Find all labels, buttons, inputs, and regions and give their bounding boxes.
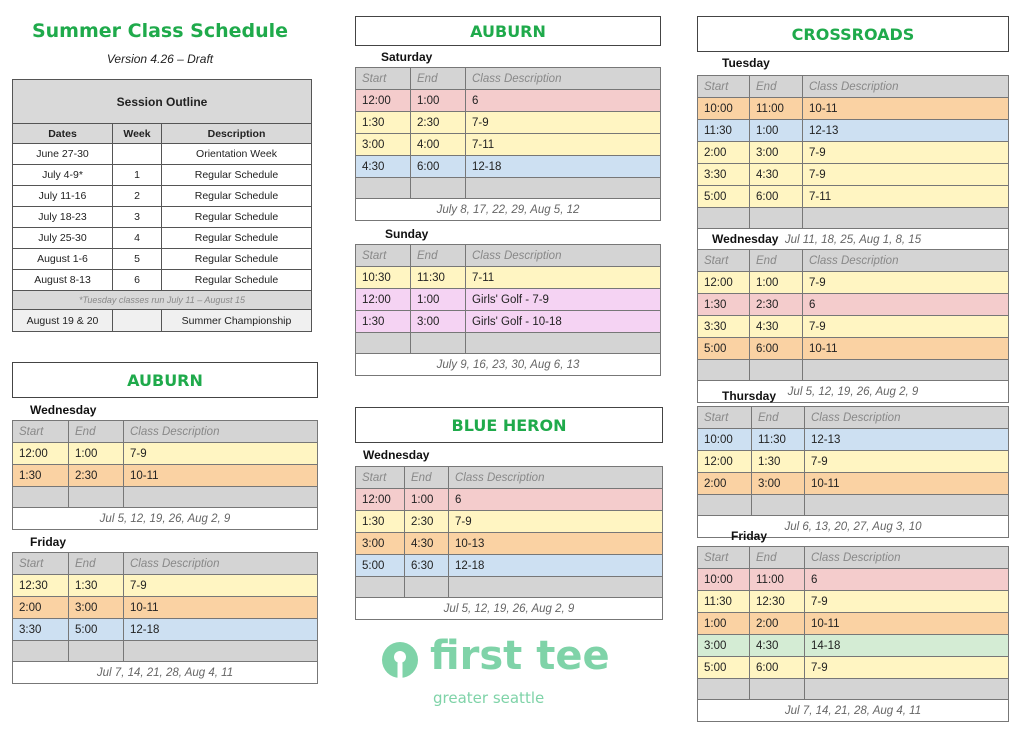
cell-end: 4:30 — [750, 635, 805, 657]
table-row — [698, 142, 1009, 164]
cell-start: 12:00 — [13, 443, 69, 465]
cell-end: 11:30 — [411, 267, 466, 289]
schedule-dates: July 9, 16, 23, 30, Aug 6, 13 — [356, 354, 661, 376]
cell-desc: 7-9 — [124, 575, 318, 597]
cell-end: 4:30 — [405, 533, 449, 555]
cell-end: 1:00 — [405, 489, 449, 511]
cell-desc: Girls' Golf - 10-18 — [466, 311, 661, 333]
version-label: Version 4.26 – Draft — [106, 52, 214, 66]
cell-start: 3:00 — [356, 134, 411, 156]
cell-end: 11:00 — [750, 569, 805, 591]
col-end: End — [411, 68, 466, 90]
cell-desc: Regular Schedule — [162, 270, 312, 291]
logo-wordmark: first tee — [430, 633, 610, 679]
cell-start: 12:00 — [356, 289, 411, 311]
location-crossroads: CROSSROADS — [697, 16, 1009, 52]
cell-desc: Regular Schedule — [162, 249, 312, 270]
cell-desc: 14-18 — [805, 635, 1009, 657]
schedule-blue-heron-wednesday — [355, 466, 663, 620]
cell-start: 5:00 — [698, 338, 750, 360]
outline-note: *Tuesday classes run July 11 – August 15 — [13, 291, 312, 310]
col-start: Start — [698, 76, 750, 98]
cell-desc: Girls' Golf - 7-9 — [466, 289, 661, 311]
session-outline-table — [12, 79, 312, 332]
cell-end: 5:00 — [69, 619, 124, 641]
cell-end: 2:30 — [411, 112, 466, 134]
col-desc: Class Description — [803, 76, 1009, 98]
table-row — [356, 90, 661, 112]
logo-subtitle: greater seattle — [433, 689, 545, 707]
schedule-crossroads-friday — [697, 546, 1009, 722]
col-start: Start — [356, 467, 405, 489]
cell-start: 1:30 — [356, 511, 405, 533]
cell-start: 3:30 — [698, 164, 750, 186]
cell-dates: July 4-9* — [13, 165, 113, 186]
table-row — [13, 249, 312, 270]
cell-dates: August 1-6 — [13, 249, 113, 270]
col-desc: Class Description — [466, 245, 661, 267]
col-description: Description — [162, 124, 312, 144]
cell-start: 4:30 — [356, 156, 411, 178]
cell-end: 3:00 — [411, 311, 466, 333]
col-end: End — [69, 421, 124, 443]
day-label-wednesday: Wednesday — [712, 232, 779, 246]
table-row — [698, 591, 1009, 613]
table-row — [13, 443, 318, 465]
cell-start: 12:00 — [698, 451, 752, 473]
cell-desc: 7-11 — [466, 134, 661, 156]
cell-week: 1 — [113, 165, 162, 186]
schedule-auburn-saturday — [355, 67, 661, 221]
col-end: End — [750, 76, 803, 98]
cell-desc: 10-11 — [805, 613, 1009, 635]
cell-end: 1:00 — [750, 272, 803, 294]
table-row — [698, 164, 1009, 186]
table-row — [698, 613, 1009, 635]
col-start: Start — [13, 421, 69, 443]
cell-start: 3:00 — [698, 635, 750, 657]
table-row — [356, 511, 663, 533]
cell-desc: 12-18 — [466, 156, 661, 178]
schedule-dates: Jul 6, 13, 20, 27, Aug 3, 10 — [698, 516, 1009, 538]
cell-desc: 7-11 — [803, 186, 1009, 208]
table-row — [698, 338, 1009, 360]
cell-desc: Orientation Week — [162, 144, 312, 165]
table-row — [356, 112, 661, 134]
table-row — [356, 134, 661, 156]
schedule-auburn-friday — [12, 552, 318, 684]
cell-desc: Summer Championship — [162, 310, 312, 332]
cell-end: 4:30 — [750, 316, 803, 338]
cell-start: 5:00 — [356, 555, 405, 577]
cell-start: 3:00 — [356, 533, 405, 555]
col-end: End — [752, 407, 805, 429]
cell-end: 1:30 — [69, 575, 124, 597]
cell-end: 4:00 — [411, 134, 466, 156]
table-row — [698, 186, 1009, 208]
table-row — [356, 489, 663, 511]
col-end: End — [750, 547, 805, 569]
cell-end: 3:00 — [750, 142, 803, 164]
cell-end: 2:30 — [69, 465, 124, 487]
schedule-dates: Jul 5, 12, 19, 26, Aug 2, 9 — [698, 381, 1009, 403]
cell-start: 2:00 — [13, 597, 69, 619]
col-start: Start — [356, 245, 411, 267]
first-tee-logo-icon — [378, 640, 422, 686]
table-row — [356, 533, 663, 555]
schedule-crossroads-wednesday — [697, 249, 1009, 403]
cell-desc: 10-11 — [803, 338, 1009, 360]
cell-start: 12:00 — [698, 272, 750, 294]
table-row — [356, 311, 661, 333]
cell-start: 10:00 — [698, 429, 752, 451]
day-label-friday: Friday — [30, 535, 67, 549]
cell-start: 10:00 — [698, 98, 750, 120]
col-dates: Dates — [13, 124, 113, 144]
cell-week — [113, 310, 162, 332]
cell-end: 2:00 — [750, 613, 805, 635]
table-row — [13, 597, 318, 619]
cell-end: 11:30 — [752, 429, 805, 451]
col-desc: Class Description — [805, 547, 1009, 569]
cell-desc: 12-18 — [449, 555, 663, 577]
col-start: Start — [698, 547, 750, 569]
cell-desc: 7-9 — [803, 316, 1009, 338]
table-row — [698, 473, 1009, 495]
col-end: End — [405, 467, 449, 489]
cell-end: 6:00 — [750, 657, 805, 679]
cell-start: 12:00 — [356, 489, 405, 511]
cell-end: 3:00 — [752, 473, 805, 495]
col-desc: Class Description — [124, 421, 318, 443]
cell-desc: 12-13 — [805, 429, 1009, 451]
col-desc: Class Description — [124, 553, 318, 575]
cell-desc: 7-9 — [805, 591, 1009, 613]
session-outline-caption: Session Outline — [13, 80, 312, 124]
table-row — [698, 569, 1009, 591]
cell-desc: 10-11 — [124, 465, 318, 487]
table-row — [698, 429, 1009, 451]
table-row — [356, 289, 661, 311]
cell-start: 1:30 — [356, 112, 411, 134]
cell-start: 1:00 — [698, 613, 750, 635]
cell-start: 1:30 — [356, 311, 411, 333]
table-row — [698, 657, 1009, 679]
table-row — [13, 144, 312, 165]
cell-end: 1:00 — [750, 120, 803, 142]
day-label-friday: Friday — [731, 529, 768, 543]
col-week: Week — [113, 124, 162, 144]
cell-end: 1:30 — [752, 451, 805, 473]
col-end: End — [411, 245, 466, 267]
cell-desc: 12-13 — [803, 120, 1009, 142]
cell-week — [113, 144, 162, 165]
location-auburn-mid: AUBURN — [355, 16, 661, 46]
table-row — [356, 555, 663, 577]
cell-start: 11:30 — [698, 120, 750, 142]
table-row — [356, 156, 661, 178]
table-row — [698, 316, 1009, 338]
cell-dates: August 19 & 20 — [13, 310, 113, 332]
cell-desc: 7-11 — [466, 267, 661, 289]
cell-desc: 7-9 — [449, 511, 663, 533]
cell-end: 6:00 — [411, 156, 466, 178]
cell-start: 10:00 — [698, 569, 750, 591]
table-row — [698, 635, 1009, 657]
cell-week: 2 — [113, 186, 162, 207]
cell-desc: 7-9 — [805, 657, 1009, 679]
schedule-auburn-sunday — [355, 244, 661, 376]
table-row — [698, 451, 1009, 473]
schedule-dates: Jul 5, 12, 19, 26, Aug 2, 9 — [356, 598, 663, 620]
cell-desc: 6 — [466, 90, 661, 112]
table-row — [13, 619, 318, 641]
col-desc: Class Description — [803, 250, 1009, 272]
cell-dates: July 18-23 — [13, 207, 113, 228]
cell-start: 12:00 — [356, 90, 411, 112]
col-end: End — [750, 250, 803, 272]
day-label-thursday: Thursday — [722, 389, 777, 403]
table-row — [698, 98, 1009, 120]
cell-start: 3:30 — [13, 619, 69, 641]
cell-desc: 6 — [803, 294, 1009, 316]
table-row — [356, 267, 661, 289]
cell-start: 2:00 — [698, 473, 752, 495]
cell-end: 2:30 — [750, 294, 803, 316]
cell-end: 1:00 — [411, 289, 466, 311]
cell-end: 1:00 — [411, 90, 466, 112]
cell-desc: 7-9 — [803, 272, 1009, 294]
schedule-dates: July 8, 17, 22, 29, Aug 5, 12 — [356, 199, 661, 221]
cell-start: 11:30 — [698, 591, 750, 613]
col-end: End — [69, 553, 124, 575]
table-row — [698, 120, 1009, 142]
cell-dates: July 25-30 — [13, 228, 113, 249]
col-desc: Class Description — [466, 68, 661, 90]
cell-desc: 7-9 — [803, 164, 1009, 186]
schedule-crossroads-tuesday — [697, 75, 1009, 251]
cell-desc: 7-9 — [805, 451, 1009, 473]
day-label-saturday: Saturday — [381, 50, 433, 64]
cell-dates: August 8-13 — [13, 270, 113, 291]
cell-week: 4 — [113, 228, 162, 249]
table-row — [13, 228, 312, 249]
cell-end: 3:00 — [69, 597, 124, 619]
cell-desc: 7-9 — [803, 142, 1009, 164]
cell-end: 2:30 — [405, 511, 449, 533]
cell-desc: 6 — [805, 569, 1009, 591]
col-start: Start — [356, 68, 411, 90]
col-start: Start — [698, 250, 750, 272]
cell-desc: Regular Schedule — [162, 228, 312, 249]
location-blue-heron: BLUE HERON — [355, 407, 663, 443]
cell-end: 12:30 — [750, 591, 805, 613]
cell-start: 5:00 — [698, 657, 750, 679]
schedule-dates: Jul 11, 18, 25, Aug 1, 8, 15 — [698, 229, 1009, 251]
col-desc: Class Description — [449, 467, 663, 489]
schedule-dates: Jul 7, 14, 21, 28, Aug 4, 11 — [698, 700, 1009, 722]
table-row — [13, 207, 312, 228]
cell-desc: 7-9 — [466, 112, 661, 134]
cell-desc: 12-18 — [124, 619, 318, 641]
cell-start: 5:00 — [698, 186, 750, 208]
page-title: Summer Class Schedule — [31, 20, 289, 42]
schedule-crossroads-thursday — [697, 406, 1009, 538]
schedule-auburn-wednesday — [12, 420, 318, 530]
schedule-dates: Jul 7, 14, 21, 28, Aug 4, 11 — [13, 662, 318, 684]
cell-end: 4:30 — [750, 164, 803, 186]
day-label-sunday: Sunday — [385, 227, 429, 241]
cell-start: 12:30 — [13, 575, 69, 597]
table-row — [13, 270, 312, 291]
schedule-dates: Jul 5, 12, 19, 26, Aug 2, 9 — [13, 508, 318, 530]
cell-end: 6:00 — [750, 338, 803, 360]
cell-week: 3 — [113, 207, 162, 228]
day-label-tuesday: Tuesday — [722, 56, 770, 70]
day-label-wednesday: Wednesday — [363, 448, 430, 462]
cell-dates: June 27-30 — [13, 144, 113, 165]
cell-desc: Regular Schedule — [162, 186, 312, 207]
cell-start: 1:30 — [13, 465, 69, 487]
cell-start: 3:30 — [698, 316, 750, 338]
cell-start: 1:30 — [698, 294, 750, 316]
cell-desc: 10-13 — [449, 533, 663, 555]
cell-dates: July 11-16 — [13, 186, 113, 207]
cell-desc: 10-11 — [803, 98, 1009, 120]
day-label-wednesday: Wednesday — [30, 403, 97, 417]
col-start: Start — [13, 553, 69, 575]
cell-start: 10:30 — [356, 267, 411, 289]
table-row — [13, 575, 318, 597]
cell-desc: 7-9 — [124, 443, 318, 465]
table-row — [13, 310, 312, 332]
cell-desc: Regular Schedule — [162, 207, 312, 228]
cell-desc: 6 — [449, 489, 663, 511]
cell-start: 2:00 — [698, 142, 750, 164]
cell-end: 6:30 — [405, 555, 449, 577]
cell-desc: Regular Schedule — [162, 165, 312, 186]
table-row — [13, 186, 312, 207]
col-start: Start — [698, 407, 752, 429]
cell-end: 11:00 — [750, 98, 803, 120]
cell-end: 1:00 — [69, 443, 124, 465]
cell-desc: 10-11 — [805, 473, 1009, 495]
table-row — [13, 465, 318, 487]
col-desc: Class Description — [805, 407, 1009, 429]
cell-end: 6:00 — [750, 186, 803, 208]
table-row — [13, 165, 312, 186]
location-auburn-left: AUBURN — [12, 362, 318, 398]
table-row — [698, 294, 1009, 316]
cell-desc: 10-11 — [124, 597, 318, 619]
cell-week: 6 — [113, 270, 162, 291]
table-row — [698, 272, 1009, 294]
cell-week: 5 — [113, 249, 162, 270]
